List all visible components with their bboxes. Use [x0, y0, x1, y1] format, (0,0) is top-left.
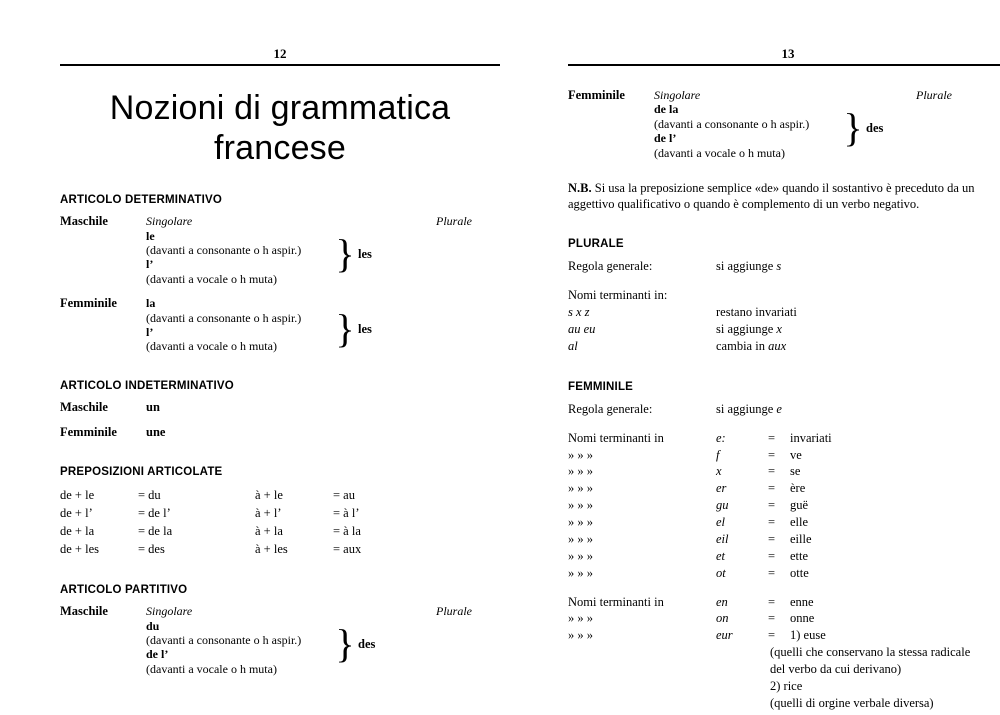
ending-note: del verbo da cui derivano) — [770, 662, 902, 677]
note-l-apos-m: (davanti a vocale o h muta) — [146, 271, 277, 286]
ending-ditto: » » » — [568, 531, 593, 546]
plurale-nomi-label-row — [568, 287, 1000, 304]
plurale-result-text: si aggiunge — [716, 322, 777, 337]
section-heading-femminile: FEMMINILE — [568, 380, 634, 393]
page-title-line2: francese — [213, 129, 346, 168]
gender-label-maschile: Maschile — [60, 214, 108, 229]
form-de-l-apos: de l’ — [146, 647, 169, 662]
plurale-row — [568, 304, 1000, 321]
gender-label-femminile-part: Femminile — [568, 88, 625, 102]
plurale-label-det-maschile: Plurale — [436, 214, 472, 229]
prep-result: = aux — [333, 542, 362, 557]
form-de-la: de la — [654, 102, 679, 117]
ending-result: guë — [790, 498, 809, 513]
prep-expr: à + les — [255, 542, 288, 557]
note-l-apos-f: (davanti a vocale o h muta) — [146, 339, 277, 354]
ending-note: (quelli di orgine verbale diversa) — [770, 695, 934, 710]
femminile-regola-value — [716, 401, 782, 418]
prep-expr: à + l’ — [255, 505, 282, 520]
ending-row — [568, 497, 1000, 514]
ending-ditto: » » » — [568, 548, 593, 563]
ending-result: invariati — [790, 430, 832, 445]
section-heading-preposizioni-articolate: PREPOSIZIONI ARTICOLATE — [60, 465, 223, 478]
ending-ditto: » » » — [568, 611, 593, 626]
header-rule-right — [568, 64, 1000, 66]
ending-equals: = — [768, 447, 776, 462]
ending-result: enne — [790, 594, 814, 609]
ending-row — [568, 594, 1000, 611]
ending-equals: = — [768, 515, 776, 530]
plurale-ending: al — [568, 338, 578, 353]
section-heading-articolo-indeterminativo: ARTICOLO INDETERMINATIVO — [60, 379, 234, 392]
ending-result: ère — [790, 481, 806, 496]
prep-result: = à l’ — [333, 505, 360, 520]
plurale-nomi-label: Nomi terminanti in: — [568, 288, 668, 303]
section-heading-plurale: PLURALE — [568, 238, 624, 251]
prep-result: = de l’ — [138, 505, 171, 520]
ending-note: (quelli che conservano la stessa radicale — [770, 645, 971, 660]
plurale-result — [716, 338, 786, 355]
ending-equals: = — [768, 628, 776, 643]
ending-result: elle — [790, 515, 809, 530]
ending-row — [568, 463, 1000, 480]
ending-ditto: » » » — [568, 628, 593, 643]
plurale-result-suffix: aux — [768, 338, 787, 353]
gender-label-maschile-indet: Maschile — [60, 399, 108, 414]
note-de-l-apos: (davanti a vocale o h muta) — [146, 661, 277, 676]
brace-icon: } — [335, 231, 355, 277]
brace-icon: } — [843, 104, 863, 150]
ending-ditto: » » » — [568, 447, 593, 462]
ending-equals: = — [768, 548, 776, 563]
prep-expr: de + l’ — [60, 505, 93, 520]
form-la: la — [146, 296, 156, 311]
ending-result: eille — [790, 531, 812, 546]
plurale-label-part-maschile: Plurale — [436, 604, 472, 619]
plurale-label-part-femminile: Plurale — [916, 88, 952, 102]
ending-lead: Nomi terminanti in — [568, 594, 664, 609]
ending-suffix: f — [716, 447, 720, 462]
forms-femminile — [146, 296, 332, 354]
plurale-regola-row — [568, 258, 1000, 275]
plural-form-les-m: les — [358, 246, 372, 261]
plurale-result-text: restano invariati — [716, 305, 797, 320]
prep-row — [255, 540, 450, 558]
ending-row — [568, 531, 1000, 548]
ending-row — [568, 480, 1000, 497]
form-du: du — [146, 618, 160, 633]
note-la: (davanti a consonante o h aspir.) — [146, 310, 302, 325]
prep-result: = des — [138, 542, 165, 557]
prep-row — [60, 522, 255, 540]
header-rule-left — [60, 64, 500, 66]
form-l-apos-f: l’ — [146, 324, 154, 339]
femminile-regola-suffix: e — [776, 401, 782, 416]
prep-expr: de + le — [60, 487, 95, 502]
brace-icon: } — [335, 621, 355, 667]
partitivo-femminile-table — [568, 88, 1000, 160]
prep-expr: à + le — [255, 487, 283, 502]
femminile-endings-group1 — [568, 430, 1000, 582]
form-l-apos-m: l’ — [146, 257, 154, 272]
note-du: (davanti a consonante o h aspir.) — [146, 633, 302, 648]
prep-result: = à la — [333, 523, 361, 538]
singolare-label-det-maschile: Singolare — [146, 214, 193, 229]
note-de-la: (davanti a consonante o h aspir.) — [654, 116, 810, 131]
gender-label-maschile-part: Maschile — [60, 604, 108, 619]
plurale-ending: s x z — [568, 305, 590, 320]
forms-femminile-part — [654, 88, 840, 160]
indeterminativo-maschile-row — [60, 400, 500, 415]
plurale-row — [568, 338, 1000, 355]
forms-maschile — [146, 214, 332, 286]
prep-row — [255, 486, 450, 504]
preposizioni-col-de — [60, 486, 255, 559]
ending-result: ve — [790, 447, 802, 462]
form-une: une — [146, 424, 166, 439]
plural-form-des-m: des — [358, 636, 376, 651]
page-title — [60, 88, 500, 168]
ending-row — [568, 548, 1000, 565]
determinativo-maschile-table — [60, 214, 500, 286]
gender-label-femminile: Femminile — [60, 296, 117, 311]
femminile-regola-row — [568, 401, 1000, 418]
plurale-result — [716, 321, 782, 338]
page-right — [568, 0, 1000, 715]
prep-row — [255, 522, 450, 540]
ending-suffix: eil — [716, 531, 729, 546]
ending-suffix: e: — [716, 430, 726, 445]
ending-result: onne — [790, 611, 815, 626]
femminile-regola-text: si aggiunge — [716, 401, 777, 416]
form-un: un — [146, 399, 160, 414]
preposizioni-table — [60, 486, 500, 559]
plurale-regola-value — [716, 258, 781, 275]
ending-equals: = — [768, 464, 776, 479]
prep-row — [60, 486, 255, 504]
prep-result: = au — [333, 487, 355, 502]
gender-label-femminile-indet: Femminile — [60, 424, 117, 439]
ending-suffix: et — [716, 548, 726, 563]
plurale-ending: au eu — [568, 322, 596, 337]
plurale-row — [568, 321, 1000, 338]
brace-icon: } — [335, 305, 355, 351]
plurale-result-text: cambia in — [716, 338, 769, 353]
ending-suffix: gu — [716, 498, 729, 513]
section-heading-articolo-determinativo: ARTICOLO DETERMINATIVO — [60, 194, 222, 207]
prep-row — [60, 540, 255, 558]
plurale-regola-suffix: s — [776, 259, 782, 274]
plural-form-des-f: des — [866, 120, 884, 135]
prep-expr: de + la — [60, 523, 95, 538]
plurale-result-suffix: x — [776, 322, 782, 337]
prep-row — [60, 504, 255, 522]
singolare-label-part-femminile: Singolare — [654, 88, 701, 102]
ending-equals: = — [768, 565, 776, 580]
ending-equals: = — [768, 531, 776, 546]
note-de-l-apos-f: (davanti a vocale o h muta) — [654, 145, 785, 160]
plural-form-les-f: les — [358, 321, 372, 336]
ending-ditto: » » » — [568, 464, 593, 479]
page-title-line1: Nozioni di grammatica — [109, 89, 451, 127]
prep-result: = de la — [138, 523, 173, 538]
femminile-regola-label: Regola generale: — [568, 401, 653, 416]
ending-ditto: » » » — [568, 481, 593, 496]
page-number-right: 13 — [781, 46, 795, 61]
ending-result: se — [790, 464, 801, 479]
section-heading-articolo-partitivo: ARTICOLO PARTITIVO — [60, 584, 188, 597]
prep-row — [255, 504, 450, 522]
femminile-endings-group2 — [568, 594, 1000, 712]
ending-ditto: » » » — [568, 498, 593, 513]
ending-lead: Nomi terminanti in — [568, 430, 664, 445]
ending-row — [568, 430, 1000, 447]
ending-equals: = — [768, 481, 776, 496]
ending-result: 1) euse — [790, 628, 826, 643]
ending-equals: = — [768, 430, 776, 445]
prep-result: = du — [138, 487, 161, 502]
partitivo-maschile-table — [60, 604, 500, 676]
ending-row — [568, 565, 1000, 582]
ending-suffix: er — [716, 481, 727, 496]
ending-row — [568, 447, 1000, 464]
form-le: le — [146, 228, 155, 243]
nota-bene — [568, 180, 1000, 213]
note-le: (davanti a consonante o h aspir.) — [146, 243, 302, 257]
plurale-result — [716, 304, 797, 321]
ending-equals: = — [768, 498, 776, 513]
determinativo-femminile-table — [60, 296, 500, 354]
singolare-label-part-maschile: Singolare — [146, 604, 193, 619]
indeterminativo-femminile-row — [60, 425, 500, 440]
ending-result: otte — [790, 565, 809, 580]
page-number-left: 12 — [273, 46, 287, 61]
nb-text: Si usa la preposizione semplice «de» quando il sostantivo è preceduto da un aggettivo qualificativo o quando è complemento di un verbo negativo. — [568, 180, 975, 212]
ending-suffix: on — [716, 611, 729, 626]
plurale-regola-text: si aggiunge — [716, 259, 777, 274]
ending-result: ette — [790, 548, 809, 563]
ending-suffix: ot — [716, 565, 726, 580]
prep-expr: de + les — [60, 542, 99, 557]
form-de-l-apos-f: de l’ — [654, 131, 677, 146]
ending-row — [568, 610, 1000, 627]
ending-row — [568, 627, 1000, 644]
preposizioni-col-a — [255, 486, 450, 559]
ending-ditto: » » » — [568, 565, 593, 580]
prep-expr: à + la — [255, 523, 283, 538]
ending-equals: = — [768, 611, 776, 626]
forms-maschile-part — [146, 604, 332, 676]
ending-row — [568, 514, 1000, 531]
page-left — [60, 0, 500, 715]
nb-label: N.B. — [568, 180, 592, 195]
ending-note: 2) rice — [770, 678, 803, 693]
ending-suffix: el — [716, 515, 726, 530]
plurale-regola-label: Regola generale: — [568, 259, 653, 274]
ending-suffix: en — [716, 594, 728, 609]
ending-equals: = — [768, 594, 776, 609]
ending-ditto: » » » — [568, 515, 593, 530]
ending-suffix: x — [716, 464, 722, 479]
ending-suffix: eur — [716, 628, 733, 643]
